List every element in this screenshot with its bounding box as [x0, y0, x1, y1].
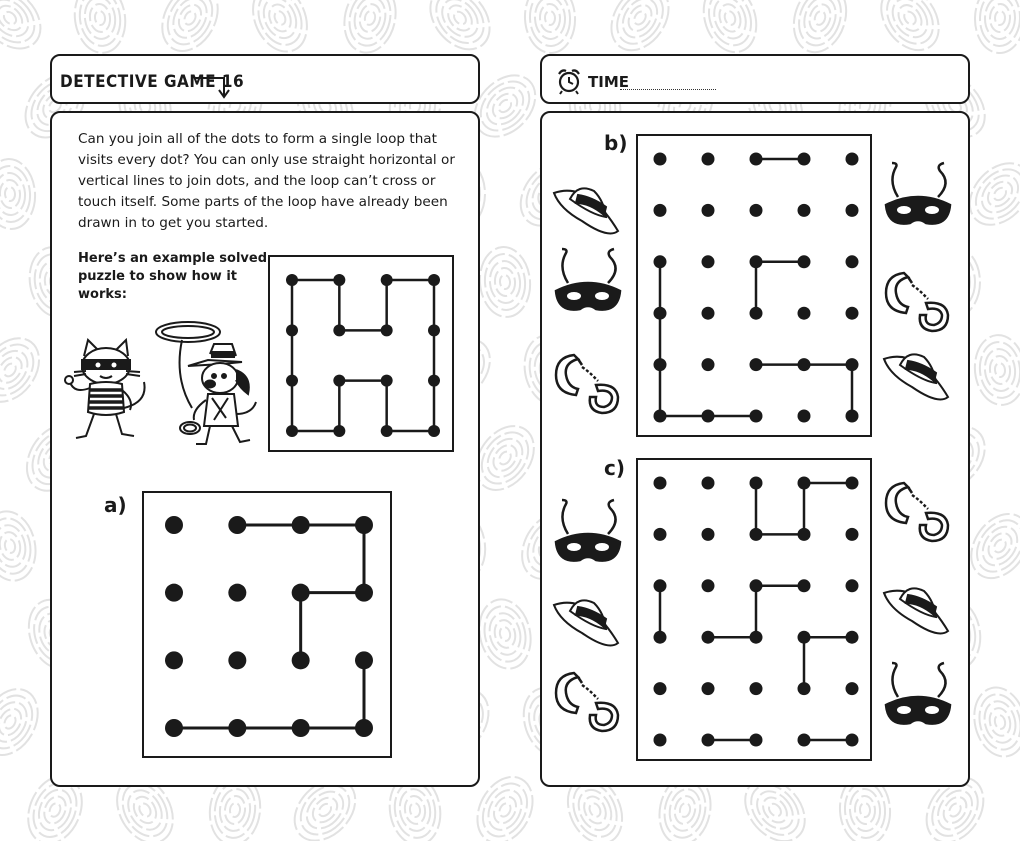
puzzle-b-dot[interactable] [798, 204, 811, 217]
puzzle-c-dot[interactable] [798, 631, 811, 644]
example-dot[interactable] [381, 274, 393, 286]
fingerprint-icon [967, 682, 1020, 762]
puzzle-b-label: b) [604, 131, 628, 155]
example-dot[interactable] [381, 324, 393, 336]
right-puzzle-panel [540, 111, 970, 787]
fingerprint-icon [0, 327, 51, 413]
example-puzzle-grid [268, 255, 454, 452]
puzzle-a-dot[interactable] [292, 719, 310, 737]
handcuffs-icon [878, 253, 954, 337]
puzzle-b-dot[interactable] [654, 204, 667, 217]
puzzle-a-dot[interactable] [355, 651, 373, 669]
example-dot[interactable] [333, 425, 345, 437]
cat-burglar-illustration [60, 338, 155, 448]
instructions-text: Can you join all of the dots to form a single loop that visits every dot? You can only use straight horizontal or vertical lines to join dots, and the loop can’t cross or touch itself. Some parts of the loop have already been drawn in to get you started. [78, 131, 455, 231]
puzzle-b-dot[interactable] [846, 307, 859, 320]
puzzle-b-dot[interactable] [798, 153, 811, 166]
fingerprint-icon [418, 0, 501, 61]
puzzle-c-dot[interactable] [846, 631, 859, 644]
puzzle-c-dot[interactable] [702, 528, 715, 541]
puzzle-a-dot[interactable] [355, 516, 373, 534]
puzzle-c-dot[interactable] [702, 734, 715, 747]
example-dot[interactable] [381, 425, 393, 437]
example-dot[interactable] [286, 324, 298, 336]
title-bar [50, 54, 480, 104]
mask-icon [548, 498, 628, 576]
page-title: DETECTIVE GAME 16 [60, 72, 245, 92]
puzzle-b-grid[interactable] [636, 134, 872, 437]
puzzle-a-dot[interactable] [228, 584, 246, 602]
handcuffs-icon [548, 653, 624, 737]
hat-icon [548, 173, 626, 247]
puzzle-a-dot[interactable] [355, 719, 373, 737]
puzzle-c-dot[interactable] [654, 528, 667, 541]
fingerprint-icon [523, 0, 577, 54]
example-dot[interactable] [286, 375, 298, 387]
hat-icon [548, 585, 626, 659]
fingerprint-icon [974, 0, 1020, 54]
fingerprint-icon [0, 507, 42, 586]
fingerprint-icon [600, 0, 681, 61]
example-dot[interactable] [428, 425, 440, 437]
puzzle-c-dot[interactable] [702, 477, 715, 490]
example-dot[interactable] [333, 375, 345, 387]
puzzle-c-dot[interactable] [654, 734, 667, 747]
example-dot[interactable] [286, 274, 298, 286]
puzzle-b-dot[interactable] [654, 358, 667, 371]
puzzle-b-dot[interactable] [846, 153, 859, 166]
fingerprint-icon [151, 0, 229, 61]
puzzle-c-dot[interactable] [798, 734, 811, 747]
puzzle-c-dot[interactable] [750, 631, 763, 644]
arrow-down-icon [192, 70, 232, 100]
puzzle-b-dot[interactable] [654, 410, 667, 423]
time-write-line[interactable] [620, 89, 716, 90]
example-dot[interactable] [333, 324, 345, 336]
puzzle-a-dot[interactable] [292, 516, 310, 534]
fingerprint-icon [971, 333, 1020, 408]
puzzle-c-grid[interactable] [636, 458, 872, 761]
puzzle-b-dot[interactable] [798, 307, 811, 320]
puzzle-a-dot[interactable] [292, 584, 310, 602]
alarm-clock-icon [556, 67, 582, 95]
puzzle-b-dot[interactable] [654, 153, 667, 166]
puzzle-c-dot[interactable] [798, 528, 811, 541]
puzzle-a-dot[interactable] [228, 719, 246, 737]
puzzle-b-dot[interactable] [750, 255, 763, 268]
puzzle-b-dot[interactable] [846, 410, 859, 423]
puzzle-c-dot[interactable] [846, 734, 859, 747]
puzzle-b-dot[interactable] [750, 358, 763, 371]
puzzle-b-dot[interactable] [846, 358, 859, 371]
example-dot[interactable] [381, 375, 393, 387]
dog-detective-illustration [152, 318, 262, 450]
puzzle-c-dot[interactable] [702, 579, 715, 592]
puzzle-a-dot[interactable] [292, 651, 310, 669]
puzzle-c-dot[interactable] [846, 579, 859, 592]
puzzle-c-dot[interactable] [654, 579, 667, 592]
puzzle-a-dot[interactable] [165, 584, 183, 602]
puzzle-b-dot[interactable] [702, 358, 715, 371]
fingerprint-icon [0, 679, 49, 764]
puzzle-b-dot[interactable] [750, 307, 763, 320]
puzzle-a-dot[interactable] [228, 651, 246, 669]
puzzle-b-dot[interactable] [702, 153, 715, 166]
left-puzzle-panel [50, 111, 480, 787]
puzzle-b-dot[interactable] [702, 204, 715, 217]
puzzle-c-dot[interactable] [750, 734, 763, 747]
mask-icon [878, 161, 958, 239]
puzzle-b-dot[interactable] [702, 255, 715, 268]
mask-icon [878, 661, 958, 739]
fingerprint-icon [477, 245, 533, 319]
puzzle-b-dot[interactable] [750, 153, 763, 166]
example-dot[interactable] [333, 274, 345, 286]
puzzle-c-dot[interactable] [750, 682, 763, 695]
puzzle-c-dot[interactable] [846, 477, 859, 490]
puzzle-b-dot[interactable] [846, 255, 859, 268]
puzzle-a-dot[interactable] [165, 651, 183, 669]
example-dot[interactable] [428, 274, 440, 286]
fingerprint-icon [785, 0, 854, 59]
puzzle-b-dot[interactable] [798, 410, 811, 423]
example-caption: Here’s an example solved puzzle to show how it works: [78, 251, 268, 302]
puzzle-b-dot[interactable] [798, 358, 811, 371]
puzzle-c-dot[interactable] [750, 579, 763, 592]
puzzle-b-dot[interactable] [702, 307, 715, 320]
puzzle-c-dot[interactable] [750, 528, 763, 541]
puzzle-b-dot[interactable] [654, 255, 667, 268]
fingerprint-icon [243, 0, 317, 60]
puzzle-b-dot[interactable] [846, 204, 859, 217]
fingerprint-icon [70, 0, 129, 56]
mask-icon [548, 247, 628, 325]
example-dot[interactable] [428, 324, 440, 336]
puzzle-c-dot[interactable] [846, 528, 859, 541]
handcuffs-icon [548, 335, 624, 419]
fingerprint-icon [869, 0, 950, 61]
fingerprint-icon [0, 157, 37, 230]
time-label: TIME [588, 73, 629, 91]
fingerprint-icon [338, 0, 402, 58]
puzzle-c-dot[interactable] [654, 682, 667, 695]
puzzle-a-dot[interactable] [165, 516, 183, 534]
puzzle-c-dot[interactable] [846, 682, 859, 695]
puzzle-b-dot[interactable] [702, 410, 715, 423]
puzzle-b-dot[interactable] [798, 255, 811, 268]
fingerprint-icon [473, 594, 537, 673]
puzzle-c-dot[interactable] [702, 631, 715, 644]
example-dot[interactable] [428, 375, 440, 387]
puzzle-a-dot[interactable] [165, 719, 183, 737]
hat-icon [878, 573, 956, 647]
puzzle-c-dot[interactable] [798, 682, 811, 695]
puzzle-a-dot[interactable] [228, 516, 246, 534]
fingerprint-icon [0, 0, 52, 60]
puzzle-c-dot[interactable] [654, 631, 667, 644]
puzzle-c-dot[interactable] [750, 477, 763, 490]
fingerprint-icon [695, 0, 765, 59]
example-dot[interactable] [286, 425, 298, 437]
puzzle-c-dot[interactable] [798, 477, 811, 490]
hat-icon [878, 339, 956, 413]
puzzle-b-dot[interactable] [654, 307, 667, 320]
puzzle-a-grid[interactable] [142, 491, 392, 758]
handcuffs-icon [878, 463, 954, 547]
time-bar [540, 54, 970, 104]
puzzle-c-dot[interactable] [702, 682, 715, 695]
puzzle-b-dot[interactable] [750, 410, 763, 423]
puzzle-c-dot[interactable] [798, 579, 811, 592]
puzzle-a-dot[interactable] [355, 584, 373, 602]
puzzle-c-label: c) [604, 456, 625, 480]
puzzle-b-dot[interactable] [750, 204, 763, 217]
puzzle-c-dot[interactable] [654, 477, 667, 490]
puzzle-a-label: a) [104, 493, 127, 517]
